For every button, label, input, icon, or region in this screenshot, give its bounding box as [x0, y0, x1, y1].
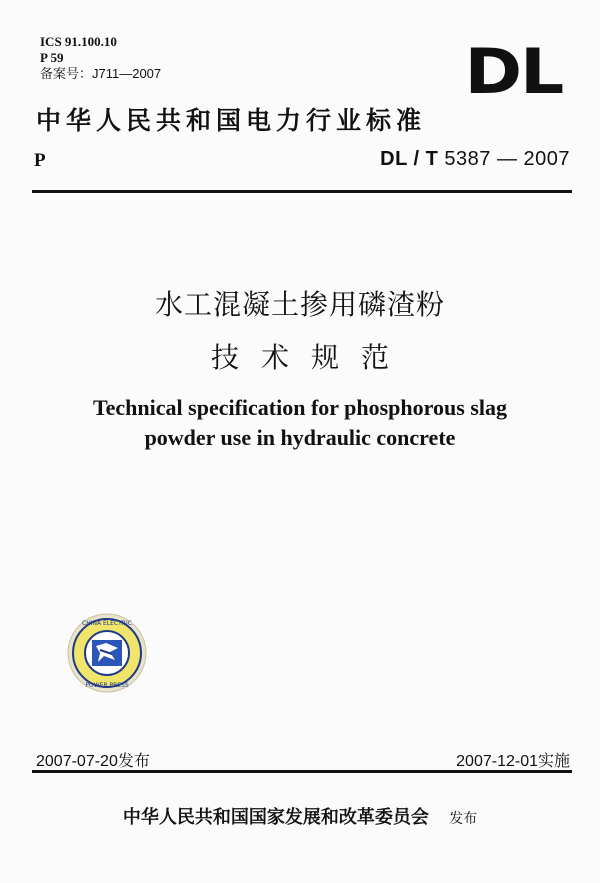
title-chinese-line1: 水工混凝土掺用磷渣粉 — [154, 288, 445, 321]
publisher-name: 中华人民共和国国家发展和改革委员会 — [122, 807, 429, 828]
ics-code: ICS 91.100.10 — [40, 34, 117, 49]
standard-category-title: 中华人民共和国电力行业标准 — [36, 106, 427, 135]
anti-counterfeit-seal-icon — [66, 612, 148, 694]
standard-code — [380, 148, 570, 171]
top-divider — [32, 190, 572, 193]
svg-text:POWER PRESS: POWER PRESS — [85, 682, 129, 689]
title-english-line1: Technical specification for phosphorous slag — [93, 395, 507, 420]
title-english — [0, 393, 600, 453]
filing-number: 备案号：J711—2007 — [40, 66, 162, 81]
publisher-action: 发布 — [449, 811, 478, 827]
issue-date: 2007-07-20发布 — [36, 753, 150, 770]
implementation-date: 2007-12-01实施 — [456, 753, 570, 770]
title-english-line2: powder use in hydraulic concrete — [144, 425, 456, 450]
classification-letter: P — [34, 150, 46, 171]
title-chinese-line2: 技术规范 — [210, 341, 411, 374]
standard-prefix: DL / T — [380, 148, 439, 170]
svg-text:CHINA ELECTRIC: CHINA ELECTRIC — [82, 620, 132, 627]
dl-logo: DL — [464, 35, 562, 108]
publisher-line — [0, 803, 600, 829]
p-code: P 59 — [40, 50, 64, 65]
standard-number: 5387 — 2007 — [444, 148, 570, 170]
bottom-divider — [32, 770, 572, 773]
